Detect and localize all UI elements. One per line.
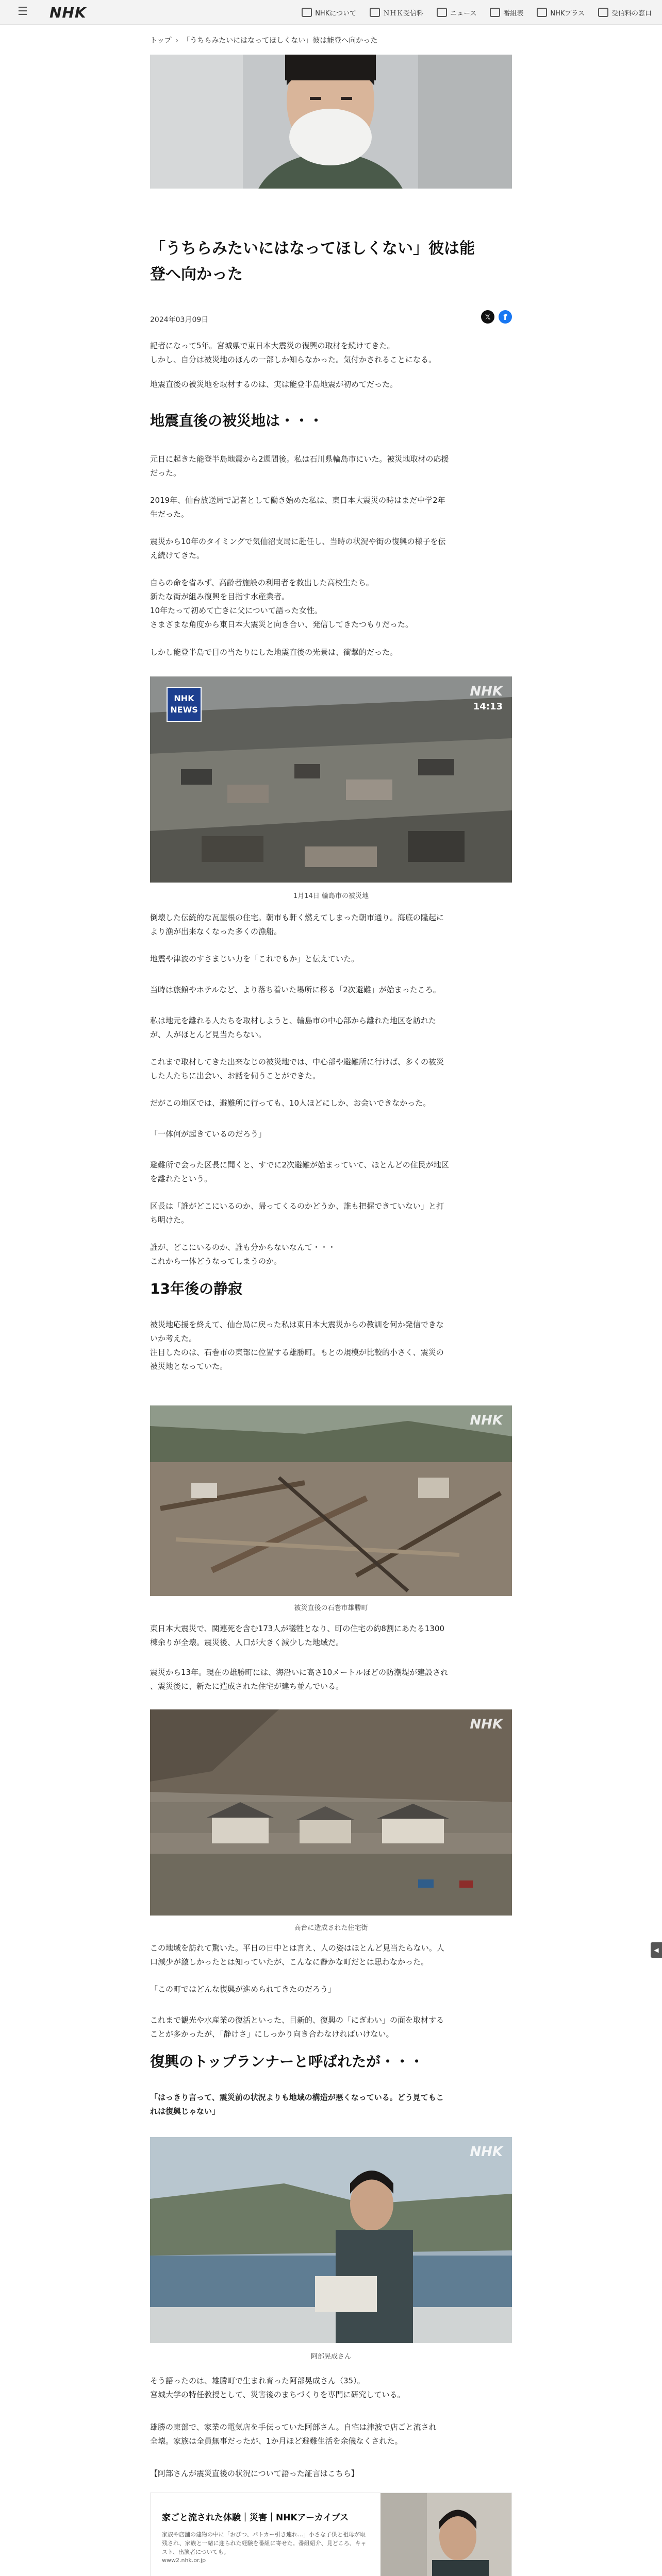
text-line: した人たちに出会い、お話を伺うことができた。 bbox=[150, 1071, 321, 1080]
text-line: 全壊。家族は全員無事だったが、1か月ほど避難生活を余儀なくされた。 bbox=[150, 2436, 403, 2446]
text-line: さまざまな角度から東日本大震災と向き合い、発信してきたつもりだった。 bbox=[150, 620, 413, 629]
article-title bbox=[150, 236, 512, 287]
paragraph bbox=[150, 1318, 512, 1374]
share-buttons bbox=[481, 310, 512, 324]
text-line: れは復興じゃない」 bbox=[150, 2107, 220, 2116]
scroll-tab-icon[interactable]: ◀ bbox=[651, 1942, 662, 1958]
paragraph bbox=[150, 576, 512, 632]
archive-link-card[interactable] bbox=[150, 2493, 512, 2576]
text-line: 区長は「誰がどこにいるのか、帰ってくるのかどうか、誰も把握できていない」と打 bbox=[150, 1201, 444, 1211]
nav-label: NHKプラス bbox=[550, 9, 585, 18]
section-heading: 復興のトップランナーと呼ばれたが・・・ bbox=[150, 2053, 424, 2070]
paragraph bbox=[150, 2420, 512, 2448]
text-line: 震災から13年。現在の雄勝町には、海沿いに高さ10メートルほどの防潮堤が建設され bbox=[150, 1668, 449, 1677]
text-line: 注目したのは、石巻市の東部に位置する雄勝町。もとの規模が比較的小さく、震災の bbox=[150, 1348, 444, 1357]
quote-bold bbox=[150, 2091, 512, 2119]
time-stamp: 14:13 bbox=[473, 701, 503, 712]
text-line: スト、出演者についても。 bbox=[162, 2549, 229, 2555]
top-header bbox=[0, 0, 662, 25]
text-line: 10年たって初めて亡きに父について語った女性。 bbox=[150, 606, 322, 615]
hero-image bbox=[150, 55, 512, 189]
paragraph bbox=[150, 1622, 512, 1650]
breadcrumb-home[interactable]: トップ bbox=[150, 37, 172, 45]
card-description bbox=[162, 2530, 368, 2556]
nav-label: NHKについて bbox=[315, 9, 356, 18]
text-line: 、震災後に、新たに造成された住宅が建ち並んでいる。 bbox=[150, 1682, 344, 1691]
text-line: これまで観光や水産業の復活といった、目新的、復興の「にぎわい」の面を取材する bbox=[150, 2015, 444, 2025]
text-line: 記者になって5年。宮城県で東日本大震災の復興の取材を続けてきた。 bbox=[150, 341, 395, 350]
facebook-share-icon[interactable]: f bbox=[499, 310, 512, 324]
text-line: 元日に起きた能登半島地震から2週間後。私は石川県輪島市にいた。被災地取材の応援 bbox=[150, 454, 449, 464]
text-line: そう語ったのは、雄勝町で生まれ育った阿部晃成さん（35）。 bbox=[150, 2376, 365, 2385]
breadcrumb bbox=[150, 35, 377, 45]
paragraph bbox=[150, 1055, 512, 1083]
text-line: 倒壊した伝統的な瓦屋根の住宅。朝市も軒く燃えてしまった朝市通り。海底の隆起に bbox=[150, 913, 444, 922]
paragraph bbox=[150, 2013, 512, 2041]
text-line: ち明けた。 bbox=[150, 1215, 189, 1225]
info-icon bbox=[302, 8, 312, 17]
paragraph: 地震や津波のすさまじい力を「これでもか」と伝えていた。 bbox=[150, 954, 359, 963]
nav-label: 受信料の窓口 bbox=[611, 9, 652, 18]
photo-abe-portrait bbox=[150, 2137, 512, 2343]
schedule-icon bbox=[490, 8, 500, 17]
text-line: 誰が、どこにいるのか、誰も分からないなんて・・・ bbox=[150, 1243, 336, 1252]
paragraph bbox=[150, 494, 512, 521]
nav-label: ＮＨＫ受信料 bbox=[383, 9, 423, 18]
photo-caption: 高台に造成された住宅街 bbox=[294, 1924, 368, 1932]
text-line: 震災から10年のタイミングで気仙沼支局に赴任し、当時の状況や街の復興の様子を伝 bbox=[150, 537, 446, 546]
text-line: 避難所で会った区長に聞くと、すでに2次避難が始まっていて、ほとんどの住民が地区 bbox=[150, 1160, 449, 1170]
paragraph: しかし能登半島で目の当たりにした地震直後の光景は、衝撃的だった。 bbox=[150, 648, 398, 657]
news-icon bbox=[437, 8, 447, 17]
nhk-news-logo: NHK NEWS bbox=[167, 687, 202, 722]
paragraph: 「この町ではどんな復興が進められてきたのだろう」 bbox=[150, 1985, 336, 1994]
top-nav bbox=[288, 0, 652, 25]
text-line: この地域を訪れて驚いた。平日の日中とは言え、人の姿はほとんど見当たらない。人 bbox=[150, 1943, 444, 1953]
text-line: 生だった。 bbox=[150, 510, 189, 519]
photo-caption: 被災直後の石巻市雄勝町 bbox=[294, 1604, 368, 1612]
paragraph bbox=[150, 1241, 512, 1268]
text-line: これまで取材してきた出来なじの被災地では、中心部や避難所に行けば、多くの被災 bbox=[150, 1057, 444, 1066]
nav-item-schedule[interactable] bbox=[490, 8, 523, 18]
text-line: 私は地元を離れる人たちを取材しようと、輪島市の中心部から離れた地区を訪れた bbox=[150, 1016, 437, 1025]
receipt-icon bbox=[370, 8, 380, 17]
text-line: 東日本大震災で、関連死を含む173人が犠牲となり、町の住宅の約8割にあたる1300 bbox=[150, 1624, 445, 1633]
paragraph bbox=[150, 1941, 512, 1969]
text-line: 2019年、仙台放送局で記者として働き始めた私は、東日本大震災の時はまだ中学2年 bbox=[150, 496, 445, 505]
paragraph bbox=[150, 911, 512, 939]
x-share-icon[interactable]: 𝕏 bbox=[481, 310, 494, 324]
title-line: 登へ向かった bbox=[150, 265, 243, 283]
nhk-logo[interactable]: NHK bbox=[49, 4, 87, 21]
nhk-watermark: NHK bbox=[470, 1413, 503, 1428]
breadcrumb-current: 「うちらみたいにはなってほしくない」彼は能登へ向かった bbox=[183, 37, 378, 45]
paragraph-link-intro: 【阿部さんが震災直後の状況について語った証言はこちら】 bbox=[150, 2469, 359, 2478]
nav-item-fee[interactable] bbox=[370, 8, 423, 18]
card-title[interactable]: 家ごと流された体験｜災害｜NHKアーカイブス bbox=[162, 2513, 349, 2523]
chevron-right-icon: › bbox=[175, 37, 179, 45]
nhk-watermark: NHK bbox=[470, 1717, 503, 1732]
text-line: いか考えた。 bbox=[150, 1334, 197, 1343]
paragraph: 当時は旅館やホテルなど、より落ち着いた場所に移る「2次避難」が始まったころ。 bbox=[150, 985, 441, 994]
nav-label: 番組表 bbox=[503, 9, 524, 18]
text-line: 「はっきり言って、震災前の状況よりも地域の構造が悪くなっている。どう見てもこ bbox=[150, 2093, 444, 2102]
title-line: 「うちらみたいにはなってほしくない」彼は能 bbox=[150, 240, 475, 258]
hamburger-icon[interactable]: ☰ bbox=[18, 5, 28, 18]
nav-label: ニュース bbox=[450, 9, 477, 18]
paragraph bbox=[150, 1158, 512, 1186]
article-date: 2024年03月09日 bbox=[150, 316, 209, 324]
paragraph bbox=[150, 452, 512, 480]
nhk-watermark: NHK bbox=[470, 2144, 503, 2160]
text-line: 新たな街が組み復興を目指す水産業者。 bbox=[150, 592, 290, 601]
text-line: 雄勝の東部で、家業の電気店を手伝っていた阿部さん。自宅は津波で店ごと流され bbox=[150, 2422, 437, 2432]
paragraph bbox=[150, 1014, 512, 1042]
paragraph-emphasis bbox=[150, 1199, 512, 1227]
paragraph: だがこの地区では、避難所に行っても、10人ほどにしか、お会いできなかった。 bbox=[150, 1098, 431, 1108]
section-heading: 地震直後の被災地は・・・ bbox=[150, 412, 324, 429]
text-line: 被災地となっていた。 bbox=[150, 1362, 228, 1371]
paragraph bbox=[150, 339, 512, 367]
photo-caption: 阿部晃成さん bbox=[310, 2353, 351, 2361]
text-line: だった。 bbox=[150, 468, 181, 478]
text-line: ことが多かったが、「静けさ」にしっかり向き合わなければいけない。 bbox=[150, 2029, 394, 2039]
text-line: 口減少が激しかったとは知っていたが、こんなに静かな町だとは思わなかった。 bbox=[150, 1957, 429, 1967]
photo-hillside-housing bbox=[150, 1709, 512, 1916]
text-line: 家族や店舗の建物の中に「おびつ、パトカー引き連れ…」小さな子供と祖母が取 bbox=[162, 2531, 366, 2538]
window-icon bbox=[598, 8, 608, 17]
text-line: 残され、家族と一緒に迎られた経験を番組に寄せた。番組紹介、見どころ、キャ bbox=[162, 2540, 367, 2547]
card-thumbnail bbox=[380, 2493, 511, 2576]
text-line: より漁が出来なくなった多くの漁船。 bbox=[150, 927, 282, 936]
nhk-watermark: NHK bbox=[470, 684, 503, 699]
text-line: 棟余りが全壊。震災後、人口が大きく減少した地域だ。 bbox=[150, 1638, 344, 1647]
nav-item-plus[interactable] bbox=[537, 8, 585, 18]
text-line: え続けてきた。 bbox=[150, 551, 205, 560]
text-line: が、人がほとんど見当たらない。 bbox=[150, 1030, 267, 1039]
paragraph: 「一体何が起きているのだろう」 bbox=[150, 1129, 267, 1139]
text-line: しかし、自分は被災地のほんの一部しか知らなかった。気付かされることになる。 bbox=[150, 355, 437, 364]
paragraph bbox=[150, 1666, 512, 1693]
paragraph bbox=[150, 2374, 512, 2402]
paragraph: 地震直後の被災地を取材するのは、実は能登半島地震が初めてだった。 bbox=[150, 380, 398, 389]
paragraph bbox=[150, 535, 512, 563]
nav-item-window[interactable] bbox=[598, 8, 652, 18]
play-icon bbox=[537, 8, 547, 17]
nav-item-news[interactable] bbox=[437, 8, 476, 18]
photo-wajima-aerial bbox=[150, 676, 512, 883]
text-line: 宮城大学の特任教授として、災害後のまちづくりを専門に研究している。 bbox=[150, 2390, 405, 2399]
text-line: 被災地応援を終えて、仙台局に戻った私は東日本大震災からの教訓を何か発信できな bbox=[150, 1320, 444, 1329]
card-url: www2.nhk.or.jp bbox=[162, 2557, 206, 2564]
photo-caption: 1月14日 輪島市の被災地 bbox=[293, 892, 369, 900]
section-heading: 13年後の静寂 bbox=[150, 1280, 242, 1297]
nav-item-about[interactable] bbox=[302, 8, 356, 18]
photo-ogatsu-debris bbox=[150, 1405, 512, 1596]
text-line: これから一体どうなってしまうのか。 bbox=[150, 1257, 282, 1266]
text-line: 自らの命を省みず、高齢者施設の利用者を救出した高校生たち。 bbox=[150, 578, 374, 587]
text-line: を離れたという。 bbox=[150, 1174, 212, 1183]
